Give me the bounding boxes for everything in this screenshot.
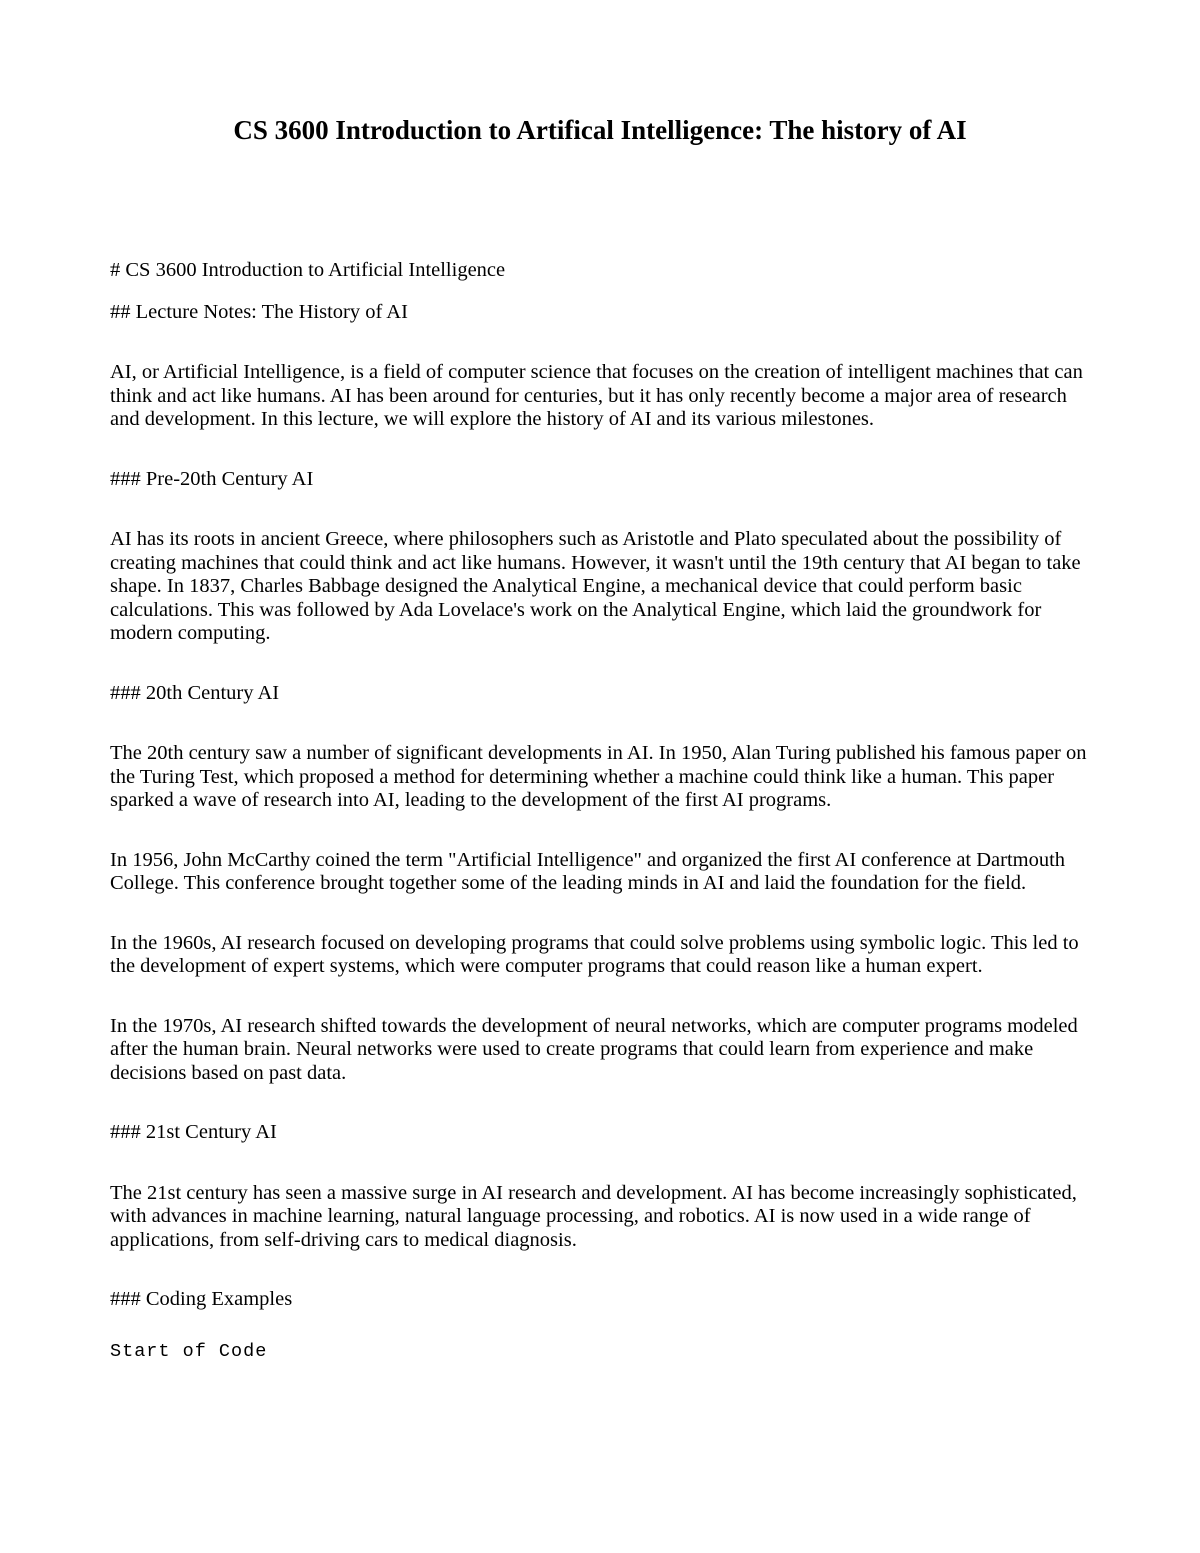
c20-paragraph-1: The 20th century saw a number of significant developments in AI. In 1950, Alan Turing published his famous paper on the Turing Test, which proposed a method for determining whether a machine could think like a human. This paper sparked a wave of research into AI, leading to the development of the first AI programs. (110, 742, 1087, 811)
c20-paragraph-3: In the 1960s, AI research focused on developing programs that could solve problems using symbolic logic. This led to the development of expert systems, which were computer programs that could reason like a human expert. (110, 931, 1079, 977)
markdown-heading-1: # CS 3600 Introduction to Artificial Intelligence (110, 259, 506, 281)
section-heading-coding: ### Coding Examples (110, 1288, 293, 1310)
markdown-heading-2: ## Lecture Notes: The History of AI (110, 300, 408, 323)
c20-paragraph-2: In 1956, John McCarthy coined the term "Artificial Intelligence" and organized the first AI conference at Dartmouth College. This conference brought together some of the leading minds in AI and laid the foundation for the field. (110, 848, 1066, 894)
pre20-paragraph: AI has its roots in ancient Greece, where philosophers such as Aristotle and Plato speculated about the possibility of creating machines that could think and act like humans. However, it wasn't until the 19th century that AI began to take shape. In 1837, Charles Babbage designed the Analytical Engine, a mechanical device that could perform basic calculations. This was followed by Ada Lovelace's work on the Analytical Engine, which laid the groundwork for modern computing. (110, 528, 1081, 644)
intro-paragraph: AI, or Artificial Intelligence, is a field of computer science that focuses on the creation of intelligent machines that can think and act like humans. AI has been around for centuries, but it has only recently become a major area of research and development. In this lecture, we will explore the history of AI and its various milestones. (110, 361, 1083, 430)
code-start-line: Start of Code (110, 1340, 268, 1362)
section-heading-21st: ### 21st Century AI (110, 1121, 277, 1143)
c20-paragraph-4: In the 1970s, AI research shifted towards the development of neural networks, which are computer programs modeled after the human brain. Neural networks were used to create programs that could learn from experience and make decisions based on past data. (110, 1014, 1078, 1084)
section-heading-20th: ### 20th Century AI (110, 681, 280, 704)
document-title: CS 3600 Introduction to Artifical Intelligence: The history of AI (233, 115, 967, 145)
c21-paragraph: The 21st century has seen a massive surge in AI research and development. AI has become increasingly sophisticated, with advances in machine learning, natural language processing, and robotics. AI is now used in a wide range of applications, from self-driving cars to medical diagnosis. (110, 1181, 1077, 1251)
section-heading-pre20: ### Pre-20th Century AI (110, 467, 314, 490)
document-body (110, 259, 1095, 1363)
